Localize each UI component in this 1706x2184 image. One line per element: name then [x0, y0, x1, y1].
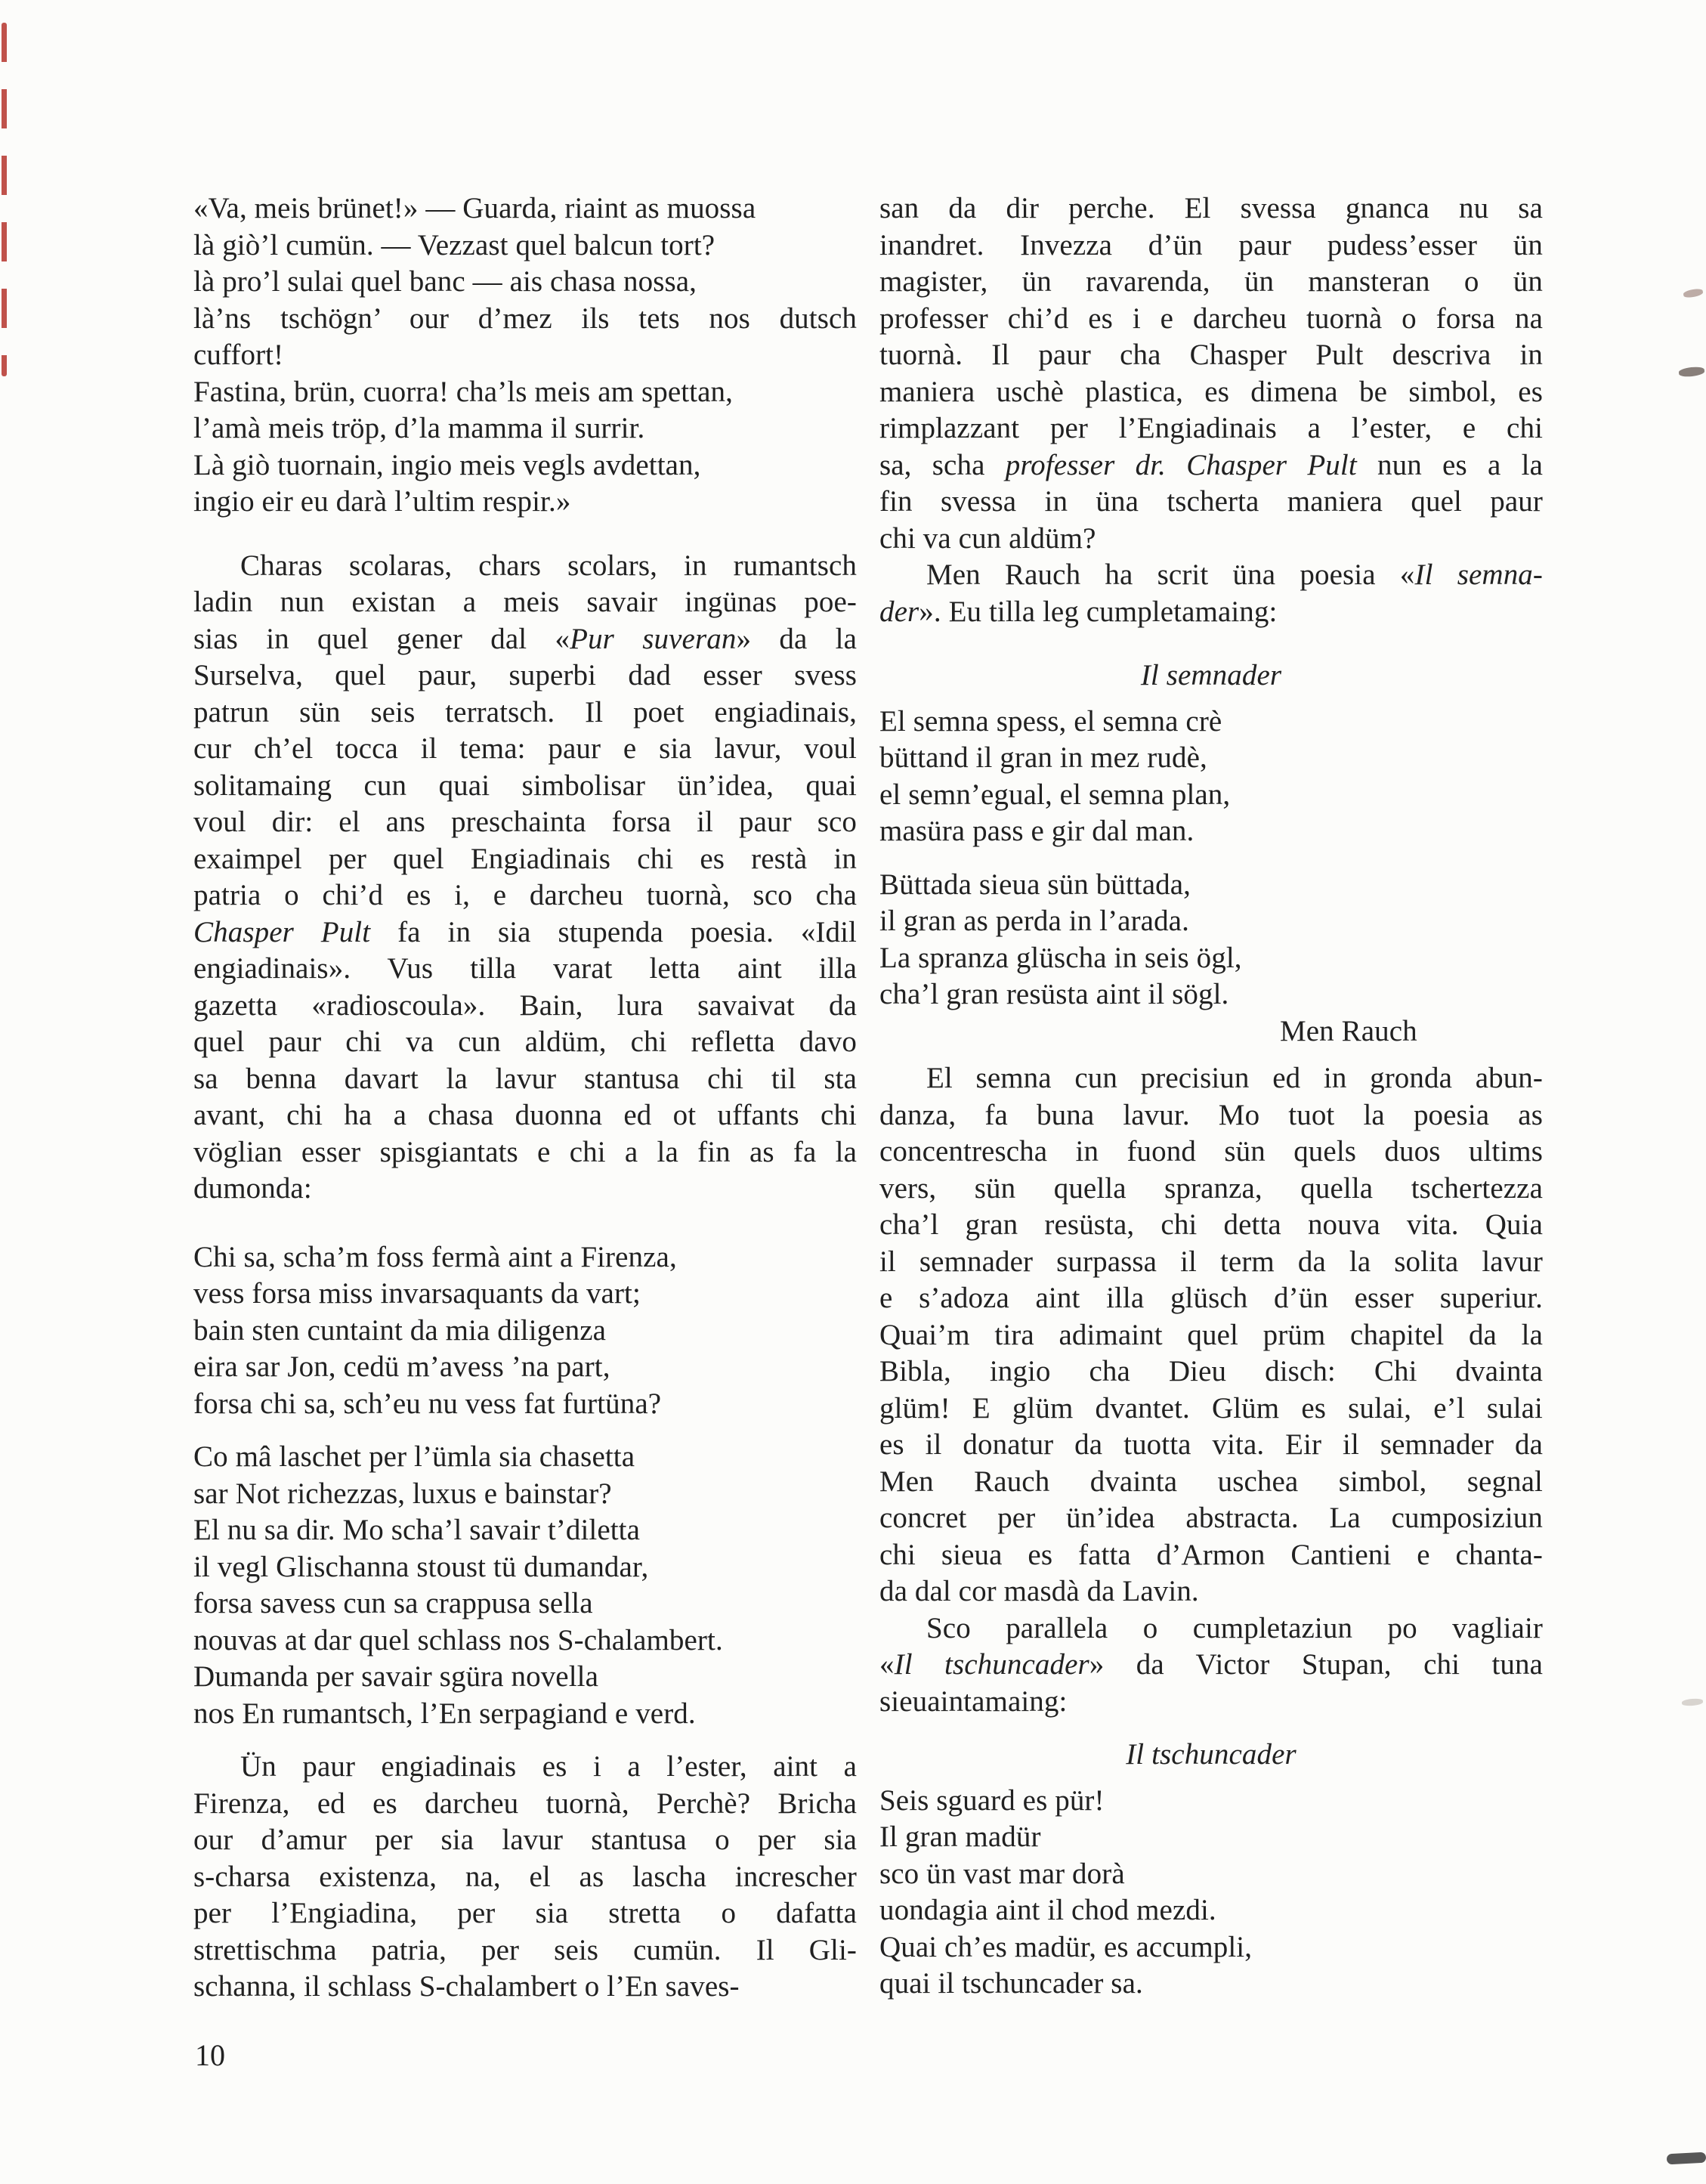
text-line: cha’l gran resüsta aint il sögl. [879, 978, 1229, 1010]
text-line: forsa savess cun sa crappusa sella [193, 1587, 593, 1619]
text-line: là pro’l sulai quel banc — ais chasa nossa, [193, 265, 697, 298]
prose-paragraph [193, 1749, 857, 2006]
text-line: bain sten cuntaint da mia diligenza [193, 1313, 607, 1347]
text-line: vers, sün quella spranza, quella tschertezza [879, 1171, 1543, 1205]
scan-scratch-mark [1683, 288, 1703, 299]
text-line: Quai’m tira adimaint quel prüm chapitel da la [879, 1318, 1543, 1351]
text-line: Men Rauch ha scrit üna poesia «Il semna- [926, 558, 1543, 591]
verse-stanza [879, 704, 1543, 850]
text-line: da dal cor masdà da Lavin. [879, 1575, 1199, 1607]
text-line: magister, ün ravarenda, ün mansteran o ün [879, 265, 1543, 298]
text-line: exaimpel per quel Engiadinais chi es restà in [193, 842, 857, 875]
text-line: der». Eu tilla leg cumpletamaing: [879, 595, 1278, 628]
prose-paragraph [193, 548, 857, 1208]
poem-title: Il tschuncader [1126, 1738, 1296, 1771]
text-line: forsa chi sa, sch’eu nu vess fat furtüna? [193, 1387, 662, 1420]
text-line: chi sieua es fatta d’Armon Cantieni e chanta- [879, 1538, 1543, 1571]
text-line: il vegl Glischanna stoust tü dumandar, [193, 1550, 649, 1583]
text-line: our d’amur per sia lavur stantusa o per sia [193, 1824, 857, 1856]
text-line: nos En rumantsch, l’En serpagiand e verd. [193, 1697, 696, 1730]
text-line: concret per ün’idea abstracta. La cumposiziun [879, 1502, 1543, 1534]
text-line: avant, chi ha a chasa duonna ed ot uffants chi [193, 1099, 857, 1131]
poem-attribution: Men Rauch [1280, 1014, 1417, 1047]
verse-stanza [879, 867, 1543, 1013]
text-line: «Va, meis brünet!» — Guarda, riaint as muossa [193, 192, 756, 224]
text-line: l’amà meis tröp, d’la mamma il surrir. [193, 412, 645, 444]
text-line: cuffort! [193, 339, 284, 371]
left-column [193, 190, 857, 2006]
text-line: sieuaintamaing: [879, 1684, 1068, 1718]
text-line: Seis sguard es pür! [879, 1783, 1105, 1817]
poem-title: Il semnader [1140, 659, 1282, 691]
text-line: voul dir: el ans preschainta forsa il paur sco [193, 806, 857, 838]
red-margin-marks [2, 23, 7, 376]
text-line: El semna cun precisiun ed in gronda abun- [926, 1062, 1543, 1094]
text-line: sa, scha professer dr. Chasper Pult nun es a la [879, 448, 1543, 481]
text-line: inandret. Invezza d’ün paur pudess’esser ün [879, 228, 1543, 261]
text-line: sco ün vast mar dorà [879, 1857, 1125, 1890]
text-line: patria o chi’d es i, e darcheu tuornà, sco cha [193, 879, 857, 911]
text-line: Chi sa, scha’m foss fermà aint a Firenza, [193, 1240, 677, 1273]
text-line: Men Rauch dvainta uschea simbol, segnal [879, 1465, 1543, 1498]
text-line: gazetta «radioscoula». Bain, lura savaivat da [193, 988, 857, 1022]
text-line: masüra pass e gir dal man. [879, 815, 1195, 847]
text-line: maniera uschè plastica, es dimena be simbol, es [879, 375, 1543, 408]
text-line: sa benna davart la lavur stantusa chi til sta [193, 1062, 857, 1095]
prose-paragraph [879, 557, 1543, 630]
text-line: Büttada sieua sün büttada, [879, 868, 1191, 901]
text-line: eira sar Jon, cedü m’avess ’na part, [193, 1350, 610, 1383]
page-number: 10 [195, 2038, 225, 2072]
text-line: per l’Engiadina, per sia stretta o dafatta [193, 1897, 857, 1929]
right-column [879, 190, 1543, 2003]
text-line: cur ch’el tocca il tema: paur e sia lavur, voul [193, 732, 857, 765]
text-line: El semna spess, el semna crè [879, 704, 1222, 738]
text-line: fin svessa in üna tscherta maniera quel paur [879, 485, 1543, 518]
text-line: büttand il gran in mez rudè, [879, 741, 1207, 774]
scan-scratch-mark [1682, 1698, 1704, 1706]
text-line: cha’l gran resüsta, chi detta nouva vita. Quia [879, 1208, 1543, 1241]
text-line: Surselva, quel paur, superbi dad esser svess [193, 659, 857, 691]
text-line: là’ns tschögn’ our d’mez ils tets nos dutsch [193, 302, 857, 335]
text-line: es il donatur da tuotta vita. Eir il semnader da [879, 1428, 1543, 1461]
text-line: vess forsa miss invarsaquants da vart; [193, 1277, 641, 1310]
corner-smudge-mark [1667, 2152, 1706, 2165]
text-line: El nu sa dir. Mo scha’l savair t’diletta [193, 1514, 641, 1546]
text-line: sar Not richezzas, luxus e bainstar? [193, 1477, 612, 1510]
text-line: sias in quel gener dal «Pur suveran» da la [193, 622, 857, 655]
text-line: Sco parallela o cumpletaziun po vagliair [926, 1611, 1543, 1644]
text-line: s-charsa existenza, na, el as lascha increscher [193, 1860, 857, 1893]
text-line: danza, fa buna lavur. Mo tuot la poesia as [879, 1098, 1543, 1131]
verse-stanza [193, 1439, 857, 1732]
text-line: Co mâ laschet per l’ümla sia chasetta [193, 1440, 635, 1473]
text-line: «Il tschuncader» da Victor Stupan, chi tuna [879, 1648, 1543, 1681]
text-line: il gran as perda in l’arada. [879, 905, 1189, 937]
text-line: quel paur chi va cun aldüm, chi refletta davo [193, 1025, 857, 1058]
text-line: strettischma patria, per seis cumün. Il Gli- [193, 1933, 857, 1966]
verse-stanza [193, 1239, 857, 1423]
text-line: Fastina, brün, cuorra! cha’ls meis am spettan, [193, 375, 733, 408]
verse-stanza [879, 1783, 1543, 2003]
text-line: Firenza, ed es darcheu tuornà, Perchè? Bricha [193, 1786, 857, 1820]
text-line: La spranza glüscha in seis ögl, [879, 941, 1242, 974]
text-line: san da dir perche. El svessa gnanca nu sa [879, 192, 1543, 224]
text-line: el semn’egual, el semna plan, [879, 778, 1231, 811]
text-line: Charas scolaras, chars scolars, in rumantsch [240, 549, 857, 582]
text-line: Dumanda per savair sgüra novella [193, 1660, 599, 1693]
text-line: solitamaing cun quai simbolisar ün’idea, quai [193, 769, 857, 802]
text-line: glüm! E glüm dvantet. Glüm es sulai, e’l sulai [879, 1391, 1543, 1425]
text-line: ladin nun existan a meis savair ingünas poe- [193, 586, 857, 618]
text-line: professer chi’d es i e darcheu tuornà o forsa na [879, 302, 1543, 335]
text-line: engiadinais». Vus tilla varat letta aint illa [193, 952, 857, 985]
text-line: schanna, il schlass S-chalambert o l’En saves- [193, 1970, 740, 2003]
prose-paragraph [879, 1060, 1543, 1610]
text-line: e s’adoza aint illa glüsch d’ün esser superiur. [879, 1282, 1543, 1314]
text-line: dumonda: [193, 1172, 312, 1205]
text-line: nouvas at dar quel schlass nos S-chalambert. [193, 1623, 723, 1657]
text-line: concentrescha in fuond sün quels duos ultims [879, 1135, 1543, 1168]
text-line: il semnader surpassa il term da la solita lavur [879, 1245, 1543, 1278]
text-line: chi va cun aldüm? [879, 521, 1096, 555]
prose-paragraph [879, 1610, 1543, 1721]
verse-stanza [193, 190, 857, 521]
text-line: Il gran madür [879, 1821, 1041, 1853]
text-line: Bibla, ingio cha Dieu disch: Chi dvainta [879, 1355, 1543, 1387]
text-line: rimplazzant per l’Engiadinais a l’ester, e chi [879, 412, 1543, 444]
text-line: Chasper Pult fa in sia stupenda poesia. «Idil [193, 915, 857, 948]
text-line: ingio eir eu darà l’ultim respir.» [193, 485, 571, 518]
text-line: Là giò tuornain, ingio meis vegls avdettan, [193, 448, 701, 481]
text-line: Quai ch’es madür, es accumpli, [879, 1930, 1253, 1963]
prose-paragraph [879, 190, 1543, 557]
text-line: là giò’l cumün. — Vezzast quel balcun tort? [193, 228, 715, 261]
scan-scratch-mark [1678, 366, 1704, 377]
text-line: tuornà. Il paur cha Chasper Pult descriva in [879, 339, 1543, 371]
text-line: uondagia aint il chod mezdi. [879, 1894, 1216, 1926]
text-line: quai il tschuncader sa. [879, 1967, 1143, 2000]
text-line: patrun sün seis terratsch. Il poet engiadinais, [193, 695, 857, 729]
text-line: Ün paur engiadinais es i a l’ester, aint a [240, 1750, 857, 1783]
text-line: vöglian esser spisgiantats e chi a la fin as fa la [193, 1135, 857, 1168]
